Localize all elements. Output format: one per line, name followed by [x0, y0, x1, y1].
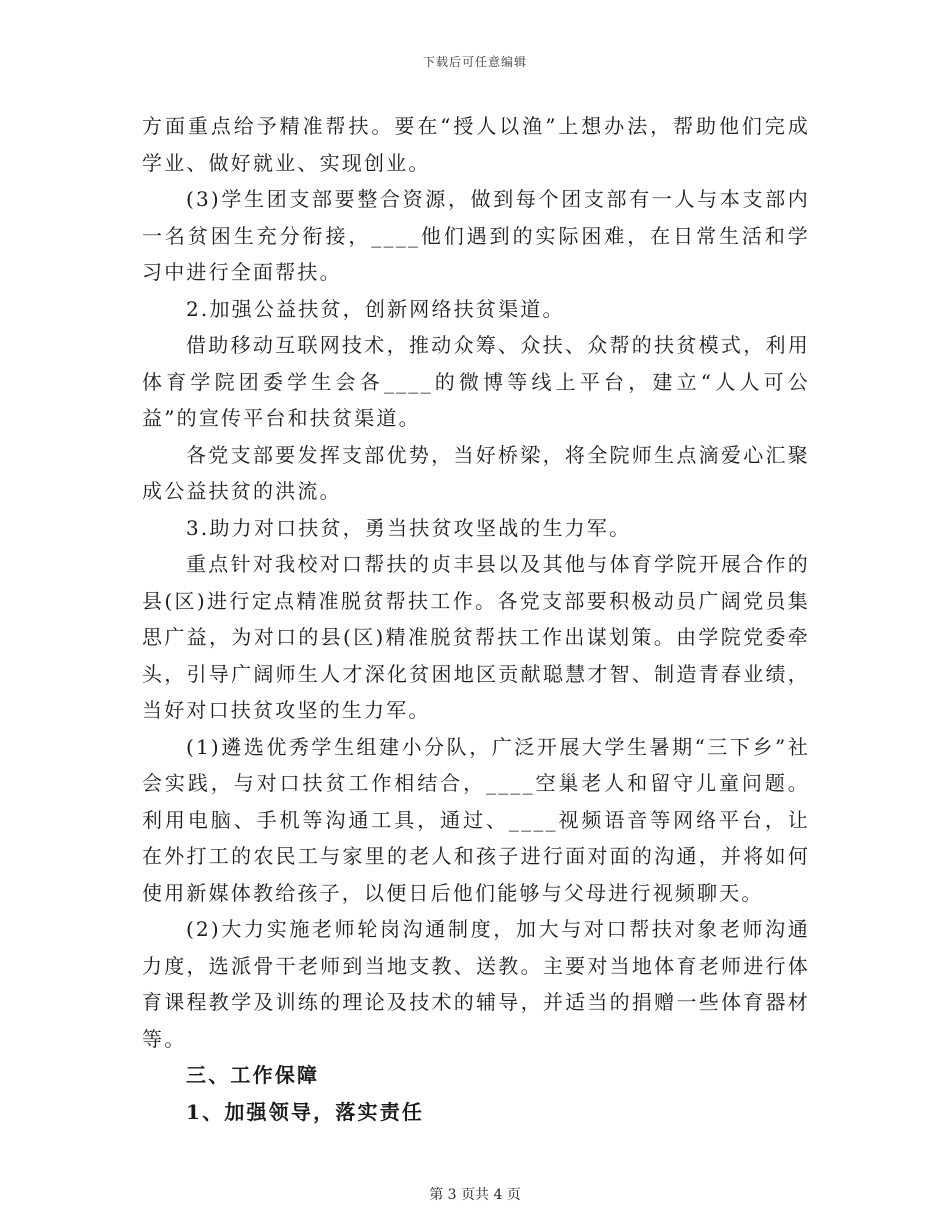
paragraph-targeted-help: 重点针对我校对口帮扶的贞丰县以及其他与体育学院开展合作的县(区)进行定点精准脱贫帮扶工作。各党支部要积极动员广阔党员集思广益，为对口的县(区)精准脱贫帮扶工作出谋划策。由学院党委牵头，引导广阔师生人才深化贫困地区贡献聪慧才智、制造青春业绩，当好对口扶贫攻坚的生力军。: [142, 552, 810, 722]
paragraph-internet: 借助移动互联网技术，推动众筹、众扶、众帮的扶贫模式，利用体育学院团委学生会各____的微博等线上平台，建立“人人可公益”的宣传平台和扶贫渠道。: [142, 333, 810, 430]
paragraph-continuation: 方面重点给予精准帮扶。要在“授人以渔”上想办法，帮助他们完成学业、做好就业、实现创业。: [142, 114, 810, 175]
paragraph-item-1: (1)遴选优秀学生组建小分队，广泛开展大学生暑期“三下乡”社会实践，与对口扶贫工作相结合，____空巢老人和留守儿童问题。利用电脑、手机等沟通工具，通过、____视频语音等网络平台，让在外打工的农民工与家里的老人和孩子进行面对面的沟通，并将如何使用新媒体教给孩子，以便日后他们能够与父母进行视频聊天。: [142, 734, 810, 905]
sub-heading: 1、加强领导，落实责任: [186, 1099, 425, 1124]
paragraph-item-3: (3)学生团支部要整合资源，做到每个团支部有一人与本支部内一名贫困生充分衔接，____他们遇到的实际困难，在日常生活和学习中进行全面帮扶。: [142, 187, 810, 284]
paragraph-heading-3: 3.助力对口扶贫，勇当扶贫攻坚战的生力军。: [186, 515, 632, 540]
paragraph-item-2: (2)大力实施老师轮岗沟通制度，加大与对口帮扶对象老师沟通力度，选派骨干老师到当地支教、送教。主要对当地体育老师进行体育课程教学及训练的理论及技术的辅导，并适当的捐赠一些体育器材等。: [142, 917, 810, 1051]
document-body: [142, 108, 810, 1130]
page-header: 下载后可任意编辑: [422, 55, 527, 69]
paragraph-party-branch: 各党支部要发挥支部优势，当好桥梁，将全院师生点滴爱心汇聚成公益扶贫的洪流。: [142, 442, 810, 503]
paragraph-heading-2: 2.加强公益扶贫，创新网络扶贫渠道。: [186, 296, 565, 321]
page-footer: 第 3 页共 4 页: [429, 1187, 521, 1203]
section-heading: 三、工作保障: [186, 1063, 320, 1087]
